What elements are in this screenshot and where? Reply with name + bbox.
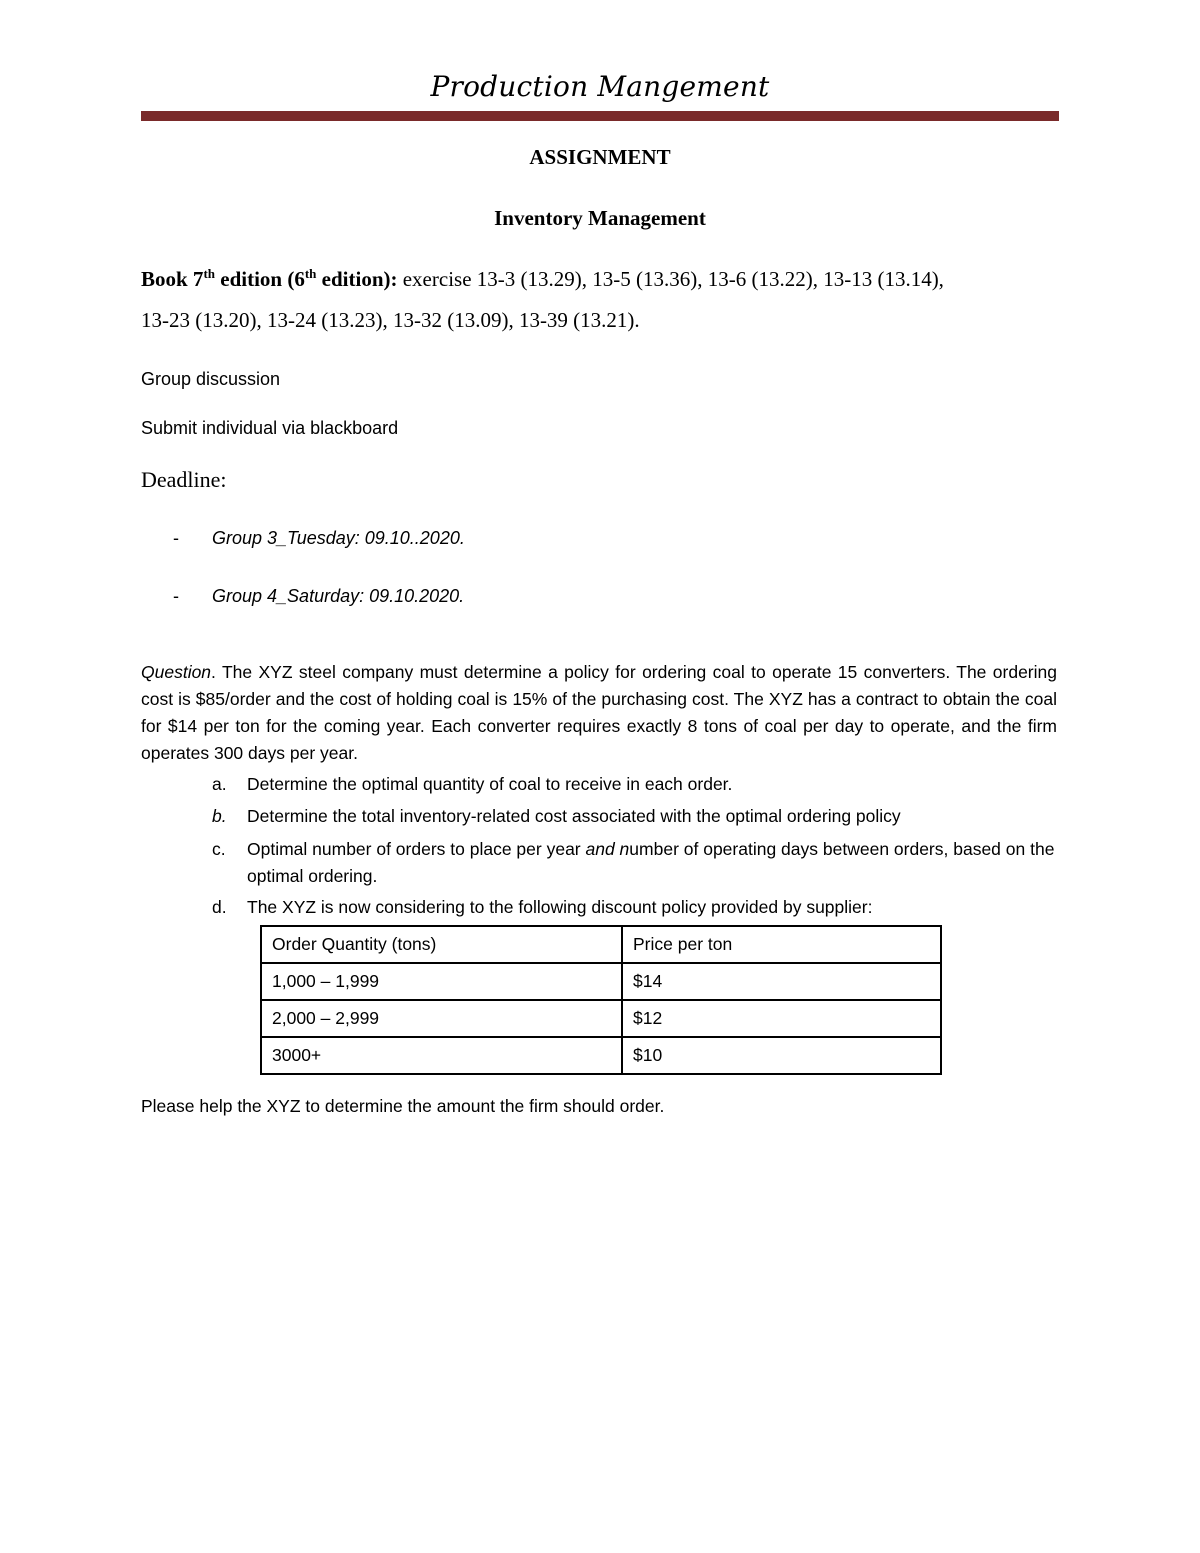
table-cell: $10 <box>622 1037 941 1074</box>
table-header-cell: Order Quantity (tons) <box>261 926 622 963</box>
book-exercises-text-1: exercise 13-3 (13.29), 13-5 (13.36), 13-6 (13.22), 13-13 (13.14), <box>397 267 944 291</box>
table-cell: $14 <box>622 963 941 1000</box>
list-item-text-a: Optimal number of orders to place per year <box>247 839 586 859</box>
table-cell: 1,000 – 1,999 <box>261 963 622 1000</box>
table-header-row <box>261 926 941 963</box>
question-label: Question <box>141 662 212 682</box>
book-label-mid: edition (6 <box>215 267 305 291</box>
list-item-text: The XYZ is now considering to the following discount policy provided by supplier: <box>247 897 873 917</box>
table-cell: 2,000 – 2,999 <box>261 1000 622 1037</box>
question-paragraph <box>141 659 1057 767</box>
list-item-text: Determine the optimal quantity of coal to receive in each order. <box>247 774 733 794</box>
discount-table <box>260 925 942 1075</box>
deadline-item-text: Group 3_Tuesday: 09.10..2020. <box>212 528 465 548</box>
list-marker: c. <box>212 839 226 859</box>
book-exercises-line-1 <box>141 259 1059 299</box>
deadline-dash: - <box>173 528 179 548</box>
book-label-prefix: Book 7 <box>141 267 204 291</box>
submit-instructions-text: Submit individual via blackboard <box>141 418 399 438</box>
topic-heading: Inventory Management <box>494 206 706 230</box>
list-item-text <box>247 836 1059 890</box>
deadline-label: Deadline: <box>141 467 227 492</box>
group-discussion-text: Group discussion <box>141 369 281 389</box>
book-label-sup-1: th <box>203 266 215 281</box>
closing-text: Please help the XYZ to determine the amount the firm should order. <box>141 1096 665 1116</box>
table-row <box>261 963 941 1000</box>
table-header-cell: Price per ton <box>622 926 941 963</box>
book-label-suffix: edition): <box>316 267 398 291</box>
deadline-dash: - <box>173 586 179 606</box>
table-row <box>261 1037 941 1074</box>
document-header-title: Production Mangement <box>430 70 770 103</box>
list-item-text-em: and n <box>585 839 630 859</box>
list-item-text-b: umber of operating days between orders, based on the optimal ordering. <box>247 839 1055 886</box>
table-cell: 3000+ <box>261 1037 622 1074</box>
list-item-text: Determine the total inventory-related cost associated with the optimal ordering policy <box>247 806 901 826</box>
question-text: . The XYZ steel company must determine a policy for ordering coal to operate 15 converters. The ordering cost is $85/order and the cost of holding coal is 15% of the purchasing cost. The XYZ has a contract to obtain the coal for $14 per ton for the coming year. Each converter requires exactly 8 tons of coal per day to operate, and the firm operates 300 days per year. <box>141 662 1057 763</box>
table-cell: $12 <box>622 1000 941 1037</box>
deadline-item-text: Group 4_Saturday: 09.10.2020. <box>212 586 465 606</box>
list-marker: a. <box>212 774 227 794</box>
book-exercises-line-2: 13-23 (13.20), 13-24 (13.23), 13-32 (13.09), 13-39 (13.21). <box>141 308 640 332</box>
header-rule <box>141 111 1059 121</box>
book-label-sup-2: th <box>304 266 317 281</box>
list-marker: d. <box>212 897 227 917</box>
assignment-heading: ASSIGNMENT <box>529 145 671 169</box>
list-marker: b. <box>212 806 227 826</box>
table-row <box>261 1000 941 1037</box>
